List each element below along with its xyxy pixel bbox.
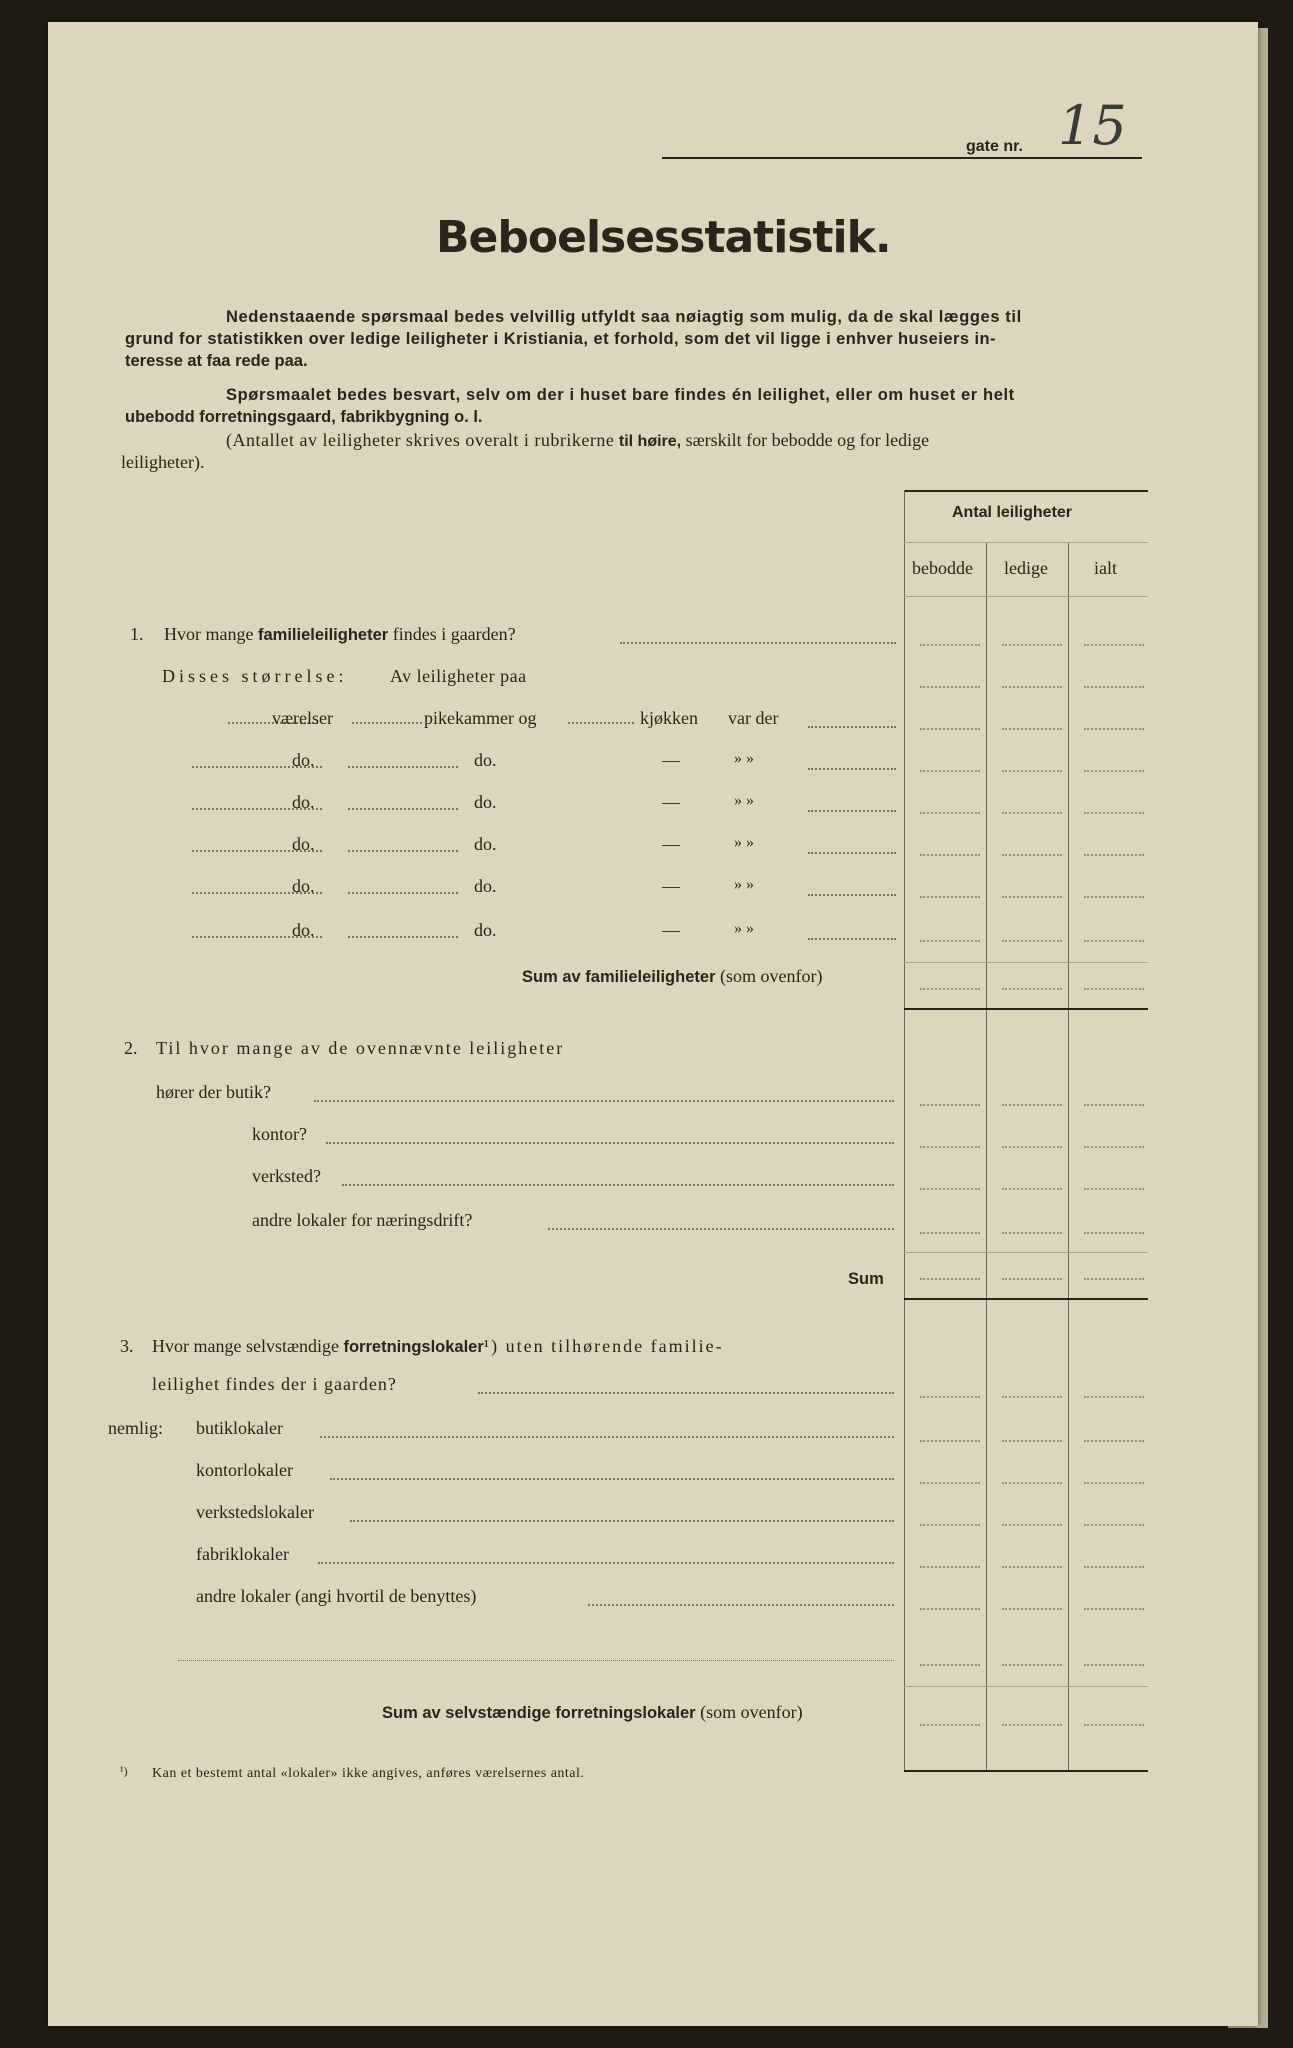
answer-cell-ledige[interactable] [990,790,1070,818]
answer-cell-dots [1002,1146,1062,1148]
q3-verksted-label: verkstedslokaler [196,1502,314,1522]
answer-cell-dots [1084,988,1144,990]
q3-sum-bottom-rule [904,1770,1148,1772]
answer-cell-ialt[interactable] [1072,1256,1152,1284]
answer-cell-dots [1084,896,1144,898]
q1-sum-label-paren: (som ovenfor) [720,966,823,986]
answer-cell-dots [920,1608,980,1610]
size-row-leader [808,852,896,854]
q1-text-a: Hvor mange [164,624,254,644]
answer-cell-ledige[interactable] [990,1418,1070,1446]
answer-cell-dots [1002,728,1062,730]
q3-question [152,1336,724,1357]
q3-sum-label [382,1702,803,1723]
q2-butik-label: hører der butik? [156,1082,271,1102]
answer-cell-ialt[interactable] [1072,1210,1152,1238]
answer-cell-bebodde[interactable] [908,1586,988,1614]
intro-p1-line3: teresse at faa rede paa. [125,352,308,370]
answer-cell-dots [1084,1396,1144,1398]
q3-andre-dots [588,1604,894,1606]
intro-p3-line2: leiligheter). [121,452,205,472]
q3-andre-label: andre lokaler (angi hvortil de benyttes) [196,1586,477,1606]
answer-cell-dots [920,854,980,856]
q3-question-line2: leilighet findes der i gaarden? [152,1374,397,1394]
q2-andre-label: andre lokaler for næringsdrift? [252,1210,473,1230]
answer-cell-bebodde[interactable] [908,790,988,818]
answer-cell-dots [1002,1188,1062,1190]
answer-cell-dots [1084,686,1144,688]
intro-p1-line1: Nedenstaaende spørsmaal bedes velvillig utfyldt saa nøiagtig som mulig, da de skal lægges til [226,308,1022,326]
answer-cell-ialt[interactable] [1072,874,1152,902]
answer-cell-ledige[interactable] [990,1256,1070,1284]
answer-cell-dots [1084,1146,1144,1148]
answer-cell-dots [920,1440,980,1442]
answer-cell-ialt[interactable] [1072,1124,1152,1152]
answer-cell-dots [920,644,980,646]
answer-cell-dots [920,770,980,772]
answer-cell-dots [1002,988,1062,990]
answer-cell-dots [1002,686,1062,688]
q2-butik-dots [314,1100,894,1102]
answer-cell-dots [1002,1482,1062,1484]
table-left-rule [904,490,905,1772]
answer-cell-dots [920,1724,980,1726]
answer-cell-bebodde[interactable] [908,1256,988,1284]
footnote-mark: ¹) [120,1764,128,1778]
col-vaerelser-label: værelser [272,708,333,728]
answer-cell-dots [1084,1232,1144,1234]
answer-cell-dots [1084,940,1144,942]
answer-cell-ialt[interactable] [1072,1460,1152,1488]
gate-number-line [662,157,1142,159]
q3-butik-dots [320,1436,894,1438]
answer-cell-dots [920,728,980,730]
q3-number: 3. [120,1336,134,1356]
size-rooms-ditto: do. [292,920,315,940]
q3-extra-blank-line [178,1660,894,1661]
answer-cell-dots [1002,1104,1062,1106]
size-row-leader [808,938,896,940]
q1-sum-row-top [904,962,1148,963]
answer-cell-bebodde[interactable] [908,1210,988,1238]
table-top-rule [904,490,1148,492]
size-maid-ditto: do. [474,834,497,854]
q3-butik-label: butiklokaler [196,1418,283,1438]
answer-cell-dots [1084,1104,1144,1106]
answer-cell-dots [1002,1440,1062,1442]
q3-text-c: ¹) uten tilhørende familie- [483,1336,724,1356]
answer-cell-ledige[interactable] [990,1210,1070,1238]
size-maid-ditto: do. [474,792,497,812]
answer-cell-bebodde[interactable] [908,622,988,650]
answer-cell-ialt[interactable] [1072,1418,1152,1446]
size-dash: — [662,920,680,940]
q3-sum-label-bold: Sum av selvstændige forretningslokaler [382,1704,696,1722]
answer-cell-ledige[interactable] [990,1642,1070,1670]
size-maid-blank [348,936,458,938]
size-dash: — [662,834,680,854]
answer-cell-dots [1084,1440,1144,1442]
answer-cell-dots [1084,1608,1144,1610]
size-rooms-ditto: do. [292,834,315,854]
table-group-header: Antal leiligheter [952,504,1073,521]
answer-cell-dots [1002,1608,1062,1610]
q1-sum-bottom-rule [904,1008,1148,1010]
answer-cell-ialt[interactable] [1072,748,1152,776]
size-maid-blank [348,766,458,768]
col-kjokken-label: kjøkken [640,708,698,728]
q2-sum-bottom-rule [904,1298,1148,1300]
answer-cell-ialt[interactable] [1072,1586,1152,1614]
q3-text-b: forretningslokaler [343,1338,484,1356]
answer-cell-bebodde[interactable] [908,966,988,994]
answer-cell-bebodde[interactable] [908,1702,988,1730]
answer-cell-bebodde[interactable] [908,664,988,692]
answer-cell-dots [920,1188,980,1190]
answer-cell-dots [920,1278,980,1280]
answer-cell-dots [920,1104,980,1106]
answer-cell-dots [920,686,980,688]
answer-cell-ledige[interactable] [990,966,1070,994]
size-dash: — [662,792,680,812]
q1-sum-label-bold: Sum av familieleiligheter [522,968,716,986]
answer-cell-ialt[interactable] [1072,1544,1152,1572]
answer-cell-dots [1002,896,1062,898]
answer-cell-bebodde[interactable] [908,1166,988,1194]
answer-cell-bebodde[interactable] [908,1418,988,1446]
answer-cell-ledige[interactable] [990,1082,1070,1110]
table-header-bottom [904,596,1148,597]
q2-verksted-label: verksted? [252,1166,321,1186]
size-maid-blank [348,808,458,810]
q2-question: Til hvor mange av de ovennævnte leiligheter [156,1038,565,1058]
q2-number: 2. [124,1038,138,1058]
answer-cell-dots [1002,1664,1062,1666]
size-dash: — [662,876,680,896]
table-col-header-ledige: ledige [1004,558,1048,578]
answer-cell-dots [920,1482,980,1484]
q2-kontor-label: kontor? [252,1124,307,1144]
q1-text-b: familieleiligheter [257,626,389,644]
size-maid-blank [348,892,458,894]
q1-sum-label [522,966,822,987]
footnote-text: Kan et bestemt antal «lokaler» ikke angives, anføres værelsernes antal. [152,1766,585,1781]
answer-cell-dots [1002,770,1062,772]
answer-cell-dots [1084,854,1144,856]
answer-cell-dots [1084,812,1144,814]
q2-verksted-dots [342,1184,894,1186]
answer-cell-dots [920,1146,980,1148]
answer-cell-ialt[interactable] [1072,1166,1152,1194]
answer-cell-ledige[interactable] [990,706,1070,734]
answer-cell-ialt[interactable] [1072,966,1152,994]
answer-cell-bebodde[interactable] [908,748,988,776]
gate-number-handwritten: 15 [1058,94,1127,157]
answer-cell-ledige[interactable] [990,664,1070,692]
answer-cell-ledige[interactable] [990,832,1070,860]
answer-cell-bebodde[interactable] [908,1502,988,1530]
answer-cell-dots [920,1396,980,1398]
q2-sum-row-top [904,1252,1148,1253]
answer-cell-ledige[interactable] [990,1544,1070,1572]
answer-cell-bebodde[interactable] [908,1460,988,1488]
answer-cell-ledige[interactable] [990,1460,1070,1488]
answer-cell-dots [1084,1188,1144,1190]
q1-number: 1. [130,624,144,644]
size-quote: » » [734,920,754,937]
answer-cell-ledige[interactable] [990,1502,1070,1530]
size-row-leader [808,894,896,896]
answer-cell-dots [1084,1664,1144,1666]
q1-sizes-label: Disses størrelse: [162,666,348,686]
q2-sum-label: Sum [848,1270,884,1288]
answer-cell-bebodde[interactable] [908,706,988,734]
table-col-header-bebodde: bebodde [912,558,973,578]
intro-p3-part-b: til høire, [618,433,682,450]
q3-line2-dots [478,1392,894,1394]
page-title: Beboelsesstatistik. [436,212,891,263]
q3-nemlig-label: nemlig: [108,1418,163,1438]
answer-cell-dots [1002,1278,1062,1280]
intro-p1-line2: grund for statistikken over ledige leiligheter i Kristiania, et forhold, som det vil ligge i enhver huseiers in- [125,330,997,348]
answer-cell-dots [1002,854,1062,856]
size-maid-ditto: do. [474,876,497,896]
size-rooms-ditto: do. [292,792,315,812]
answer-cell-ialt[interactable] [1072,1642,1152,1670]
answer-cell-ledige[interactable] [990,622,1070,650]
q2-kontor-dots [326,1142,894,1144]
answer-cell-dots [920,1232,980,1234]
answer-cell-ledige[interactable] [990,1124,1070,1152]
answer-cell-ialt[interactable] [1072,1502,1152,1530]
q3-verksted-dots [350,1520,894,1522]
size-maid-ditto: do. [474,750,497,770]
answer-cell-dots [920,896,980,898]
answer-cell-ialt[interactable] [1072,1374,1152,1402]
answer-cell-ialt[interactable] [1072,1082,1152,1110]
answer-cell-dots [1002,1724,1062,1726]
gate-number-label: gate nr. [966,138,1023,155]
size-quote: » » [734,876,754,893]
answer-cell-bebodde[interactable] [908,832,988,860]
q3-sum-label-paren: (som ovenfor) [700,1702,803,1722]
intro-p2-line1: Spørsmaalet bedes besvart, selv om der i huset bare findes én leilighet, eller om huset er helt [226,386,1015,404]
size-rooms-ditto: do. [292,750,315,770]
answer-cell-dots [920,940,980,942]
q3-kontor-dots [330,1478,894,1480]
answer-cell-dots [920,988,980,990]
answer-cell-dots [920,1524,980,1526]
size-rooms-ditto: do. [292,876,315,896]
answer-cell-ialt[interactable] [1072,790,1152,818]
answer-cell-dots [1002,1566,1062,1568]
answer-cell-ialt[interactable] [1072,706,1152,734]
q1-leader-dots [620,642,896,644]
col-var-der-label: var der [728,708,779,728]
size-maid-ditto: do. [474,920,497,940]
table-col-header-ialt: ialt [1094,558,1117,578]
answer-cell-dots [920,1566,980,1568]
table-header-divider [904,542,1148,543]
answer-cell-bebodde[interactable] [908,1374,988,1402]
q1-text-c: findes i gaarden? [392,624,516,644]
answer-cell-ialt[interactable] [1072,1702,1152,1730]
answer-cell-ledige[interactable] [990,1702,1070,1730]
answer-cell-ialt[interactable] [1072,664,1152,692]
q3-fabrik-label: fabriklokaler [196,1544,289,1564]
answer-cell-ialt[interactable] [1072,622,1152,650]
answer-cell-dots [1084,728,1144,730]
answer-cell-dots [1084,1566,1144,1568]
answer-cell-dots [1084,770,1144,772]
answer-cell-ialt[interactable] [1072,918,1152,946]
size-quote: » » [734,792,754,809]
q3-text-a: Hvor mange selvstændige [152,1336,339,1356]
answer-cell-bebodde[interactable] [908,1544,988,1572]
q3-kontor-label: kontorlokaler [196,1460,293,1480]
q3-fabrik-dots [318,1562,894,1564]
answer-cell-dots [1084,1724,1144,1726]
q1-sizes-sub: Av leiligheter paa [390,666,527,686]
size-quote: » » [734,750,754,767]
col-pikekammer-label: pikekammer og [424,708,537,728]
intro-p2-line2: ubebodd forretningsgaard, fabrikbygning o. l. [125,408,483,426]
q1-question [164,624,516,645]
intro-p3-line1 [226,430,929,451]
kjokken-blank [568,722,634,724]
intro-p3-part-c: særskilt for bebodde og for ledige [685,430,930,450]
size-dash: — [662,750,680,770]
answer-cell-dots [920,812,980,814]
size-row-leader [808,726,896,728]
answer-cell-bebodde[interactable] [908,1642,988,1670]
answer-cell-dots [1002,644,1062,646]
answer-cell-ledige[interactable] [990,1586,1070,1614]
answer-cell-ledige[interactable] [990,918,1070,946]
answer-cell-dots [1084,1482,1144,1484]
q2-andre-dots [548,1228,894,1230]
answer-cell-bebodde[interactable] [908,918,988,946]
answer-cell-dots [1084,644,1144,646]
answer-cell-bebodde[interactable] [908,874,988,902]
answer-cell-dots [1002,940,1062,942]
answer-cell-bebodde[interactable] [908,1082,988,1110]
size-row-leader [808,810,896,812]
size-maid-blank [348,850,458,852]
answer-cell-ledige[interactable] [990,748,1070,776]
size-quote: » » [734,834,754,851]
answer-cell-dots [920,1664,980,1666]
answer-cell-dots [1084,1278,1144,1280]
answer-cell-dots [1002,1396,1062,1398]
answer-cell-ledige[interactable] [990,1166,1070,1194]
pikekammer-blank [352,722,422,724]
answer-cell-dots [1002,1524,1062,1526]
size-row-leader [808,768,896,770]
answer-cell-ledige[interactable] [990,1374,1070,1402]
answer-cell-dots [1002,812,1062,814]
answer-cell-ialt[interactable] [1072,832,1152,860]
answer-cell-bebodde[interactable] [908,1124,988,1152]
intro-p3-part-a: (Antallet av leiligheter skrives overalt i rubrikerne [226,430,615,450]
answer-cell-dots [1002,1232,1062,1234]
q3-sum-row-top [904,1686,1148,1687]
answer-cell-ledige[interactable] [990,874,1070,902]
answer-cell-dots [1084,1524,1144,1526]
form-page [48,22,1258,2026]
